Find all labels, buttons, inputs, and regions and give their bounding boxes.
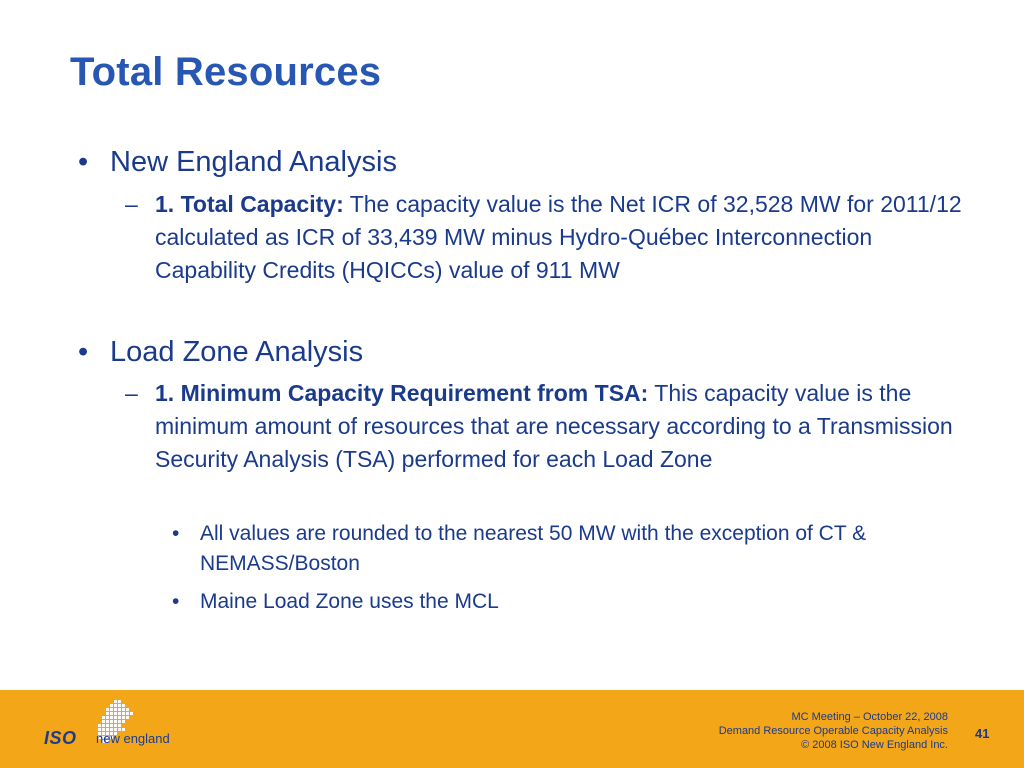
slide-title: Total Resources xyxy=(70,50,382,94)
footer-info xyxy=(719,710,948,752)
subbullet-minimum-capacity xyxy=(125,377,965,476)
subbullet-lead: 1. Minimum Capacity Requirement from TSA: xyxy=(155,380,649,406)
subbullet-text: This capacity value is the minimum amount of resources that are necessary according to a Transmission Security Analysis (TSA) performed for each Load Zone xyxy=(155,380,953,472)
footer-doc-title: Demand Resource Operable Capacity Analysis xyxy=(718,725,948,737)
subbullet-text: The capacity value is the Net ICR of 32,528 MW for 2011/12 calculated as ICR of 33,439 MW minus Hydro-Québec Interconnection Capability Credits (HQICCs) value of 911 MW xyxy=(155,191,962,283)
page-number: 41 xyxy=(975,726,990,741)
subbullet-lead: 1. Total Capacity: xyxy=(155,191,344,217)
bullet-marker: • xyxy=(78,146,89,178)
subbullet-total-capacity xyxy=(125,188,965,287)
dash-marker: – xyxy=(125,380,138,406)
footer-copyright: © 2008 ISO New England Inc. xyxy=(801,739,948,751)
bullet-marker: • xyxy=(172,522,180,545)
subbullet-body xyxy=(155,377,965,476)
new-england-map-icon xyxy=(88,698,142,758)
bullet-heading: Load Zone Analysis xyxy=(110,336,364,368)
bullet-heading: New England Analysis xyxy=(110,146,397,178)
dash-marker: – xyxy=(125,191,138,217)
bullet-marker: • xyxy=(78,336,89,368)
subsubbullet-text: All values are rounded to the nearest 50 MW with the exception of CT & NEMASS/Boston xyxy=(200,522,867,575)
footer-meeting: MC Meeting – October 22, 2008 xyxy=(791,711,948,723)
subsubbullet-text: Maine Load Zone uses the MCL xyxy=(200,590,499,613)
logo-iso-text: ISO xyxy=(44,728,77,748)
bullet-marker: • xyxy=(172,590,180,613)
footer-bar xyxy=(0,690,1024,768)
subbullet-body xyxy=(155,188,965,287)
logo-new-england-text: new england xyxy=(96,731,170,746)
iso-new-england-logo xyxy=(40,698,200,758)
subsubbullet-maine xyxy=(172,587,972,617)
subsubbullet-rounding xyxy=(172,519,972,579)
